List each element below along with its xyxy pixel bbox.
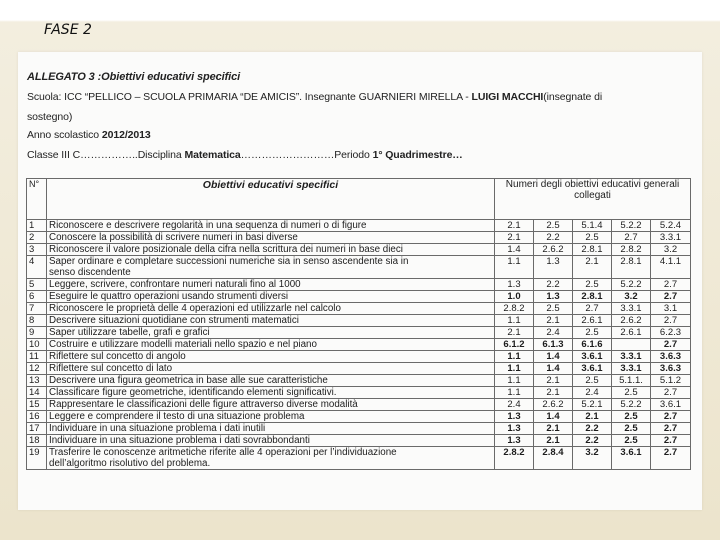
linked-code-cell: 3.3.1 (612, 363, 651, 375)
linked-code-cell: 2.7 (651, 279, 691, 291)
row-number: 10 (27, 339, 47, 351)
linked-code-cell: 2.5 (612, 423, 651, 435)
linked-code-cell: 2.2 (534, 279, 573, 291)
linked-code-cell: 1.3 (534, 256, 573, 279)
linked-code-cell: 5.2.2 (612, 279, 651, 291)
linked-code-cell: 2.7 (651, 435, 691, 447)
objective-line: Individuare in una situazione problema i dati sovrabbondanti (49, 435, 310, 446)
row-number: 4 (27, 256, 47, 279)
linked-code-cell: 1.4 (534, 351, 573, 363)
linked-code-cell: 1.3 (534, 291, 573, 303)
linked-code-cell: 1.1 (495, 351, 534, 363)
linked-code-cell: 2.6.2 (534, 244, 573, 256)
row-number: 1 (27, 220, 47, 232)
linked-code-cell: 2.5 (534, 303, 573, 315)
objective-text (47, 256, 495, 279)
linked-code-cell: 3.3.1 (612, 351, 651, 363)
objective-line-continued: senso discendente (49, 267, 131, 278)
linked-code-cell: 2.7 (651, 447, 691, 470)
table-row (27, 327, 691, 339)
linked-code-cell: 2.5 (612, 435, 651, 447)
linked-code-cell: 2.4 (495, 399, 534, 411)
linked-code-cell: 2.4 (573, 387, 612, 399)
linked-code-cell: 1.4 (495, 244, 534, 256)
school-suffix: (insegnate di (543, 91, 603, 103)
objective-text (47, 327, 495, 339)
table-row (27, 411, 691, 423)
objective-line: Classificare figure geometriche, identificando elementi significativi. (49, 387, 337, 398)
table-row (27, 399, 691, 411)
header-number: N° (27, 179, 47, 220)
table-row (27, 375, 691, 387)
linked-code-cell: 5.2.2 (612, 399, 651, 411)
objective-line: Trasferire le conoscenze aritmetiche riferite alle 4 operazioni per l’individuazione (49, 447, 397, 458)
linked-code-cell: 2.2 (573, 423, 612, 435)
linked-code-cell: 5.1.4 (573, 220, 612, 232)
scanned-document (18, 52, 702, 510)
school-year-label: Anno scolastico (27, 129, 102, 141)
class-label: Classe III C……………..Disciplina (27, 149, 185, 161)
linked-code-cell: 5.1.1. (612, 375, 651, 387)
linked-code-cell: 1.3 (495, 423, 534, 435)
linked-code-cell: 2.5 (573, 279, 612, 291)
table-row (27, 244, 691, 256)
objective-line: Descrivere situazioni quotidiane con strumenti matematici (49, 315, 299, 326)
linked-code-cell: 5.2.4 (651, 220, 691, 232)
linked-code-cell: 1.3 (495, 435, 534, 447)
school-year-line (27, 129, 151, 141)
objective-text (47, 220, 495, 232)
objective-text (47, 303, 495, 315)
objective-text (47, 387, 495, 399)
objective-line: Riflettere sul concetto di angolo (49, 351, 186, 362)
objective-line: Conoscere la possibilità di scrivere numeri in basi diverse (49, 232, 298, 243)
school-prefix: Scuola: ICC “PELLICO – SCUOLA PRIMARIA “DE AMICIS”. Insegnante GUARNIERI MIRELLA - (27, 91, 472, 103)
objective-text (47, 399, 495, 411)
linked-code-cell: 2.1 (534, 375, 573, 387)
objectives-table (26, 178, 691, 470)
teacher-name: LUIGI MACCHI (471, 91, 544, 103)
linked-code-cell (612, 339, 651, 351)
table-row (27, 339, 691, 351)
row-number: 12 (27, 363, 47, 375)
row-number: 17 (27, 423, 47, 435)
linked-code-cell: 3.6.1 (612, 447, 651, 470)
linked-code-cell: 2.7 (612, 232, 651, 244)
linked-code-cell: 2.1 (495, 232, 534, 244)
linked-code-cell: 3.6.1 (573, 351, 612, 363)
row-number: 7 (27, 303, 47, 315)
allegato-heading: ALLEGATO 3 :Obiettivi educativi specifici (27, 71, 241, 83)
linked-code-cell: 2.6.1 (612, 327, 651, 339)
linked-code-cell: 6.1.3 (534, 339, 573, 351)
school-line (27, 91, 602, 103)
objective-text (47, 232, 495, 244)
table-row (27, 423, 691, 435)
objective-line: Individuare in una situazione problema i dati inutili (49, 423, 266, 434)
linked-code-cell: 2.1 (573, 256, 612, 279)
linked-code-cell: 3.6.1 (573, 363, 612, 375)
linked-code-cell: 2.7 (651, 315, 691, 327)
row-number: 13 (27, 375, 47, 387)
table-row (27, 315, 691, 327)
objective-line: Leggere e comprendere il testo di una situazione problema (49, 411, 305, 422)
period-value: 1° Quadrimestre… (372, 149, 463, 161)
linked-code-cell: 2.5 (612, 387, 651, 399)
row-number: 9 (27, 327, 47, 339)
objective-text (47, 291, 495, 303)
linked-code-cell: 6.1.6 (573, 339, 612, 351)
linked-code-cell: 2.1 (534, 387, 573, 399)
table-row (27, 256, 691, 279)
row-number: 3 (27, 244, 47, 256)
linked-code-cell: 2.1 (534, 423, 573, 435)
objective-text (47, 411, 495, 423)
linked-code-cell: 2.6.2 (534, 399, 573, 411)
linked-code-cell: 6.2.3 (651, 327, 691, 339)
linked-code-cell: 2.8.1 (612, 256, 651, 279)
linked-code-cell: 6.1.2 (495, 339, 534, 351)
objective-line: Descrivere una figura geometrica in base alle sue caratteristiche (49, 375, 328, 386)
row-number: 16 (27, 411, 47, 423)
linked-code-cell: 3.6.3 (651, 351, 691, 363)
linked-code-cell: 2.1 (495, 327, 534, 339)
row-number: 19 (27, 447, 47, 470)
objective-line-continued: dell’algoritmo risolutivo del problema. (49, 458, 211, 469)
linked-code-cell: 2.5 (534, 220, 573, 232)
linked-code-cell: 2.8.1 (573, 244, 612, 256)
objective-line: Saper ordinare e completare successioni numeriche sia in senso ascendente sia in (49, 256, 409, 267)
linked-code-cell: 5.2.2 (612, 220, 651, 232)
table-row (27, 303, 691, 315)
header-objectives: Obiettivi educativi specifici (47, 179, 495, 220)
linked-code-cell: 1.1 (495, 256, 534, 279)
objective-text (47, 339, 495, 351)
objective-text (47, 447, 495, 470)
linked-code-cell: 3.2 (612, 291, 651, 303)
linked-code-cell: 1.1 (495, 363, 534, 375)
linked-code-cell: 4.1.1 (651, 256, 691, 279)
class-line (27, 149, 463, 161)
objective-line: Riconoscere il valore posizionale della cifra nella scrittura dei numeri in base dieci (49, 244, 403, 255)
linked-code-cell: 2.7 (573, 303, 612, 315)
linked-code-cell: 2.5 (573, 375, 612, 387)
linked-code-cell: 2.7 (651, 411, 691, 423)
table-row (27, 363, 691, 375)
table-row (27, 279, 691, 291)
linked-code-cell: 3.2 (651, 244, 691, 256)
linked-code-cell: 3.6.3 (651, 363, 691, 375)
objective-line: Rappresentare le classificazioni delle figure attraverso diverse modalità (49, 399, 358, 410)
objective-text (47, 351, 495, 363)
linked-code-cell: 2.7 (651, 291, 691, 303)
row-number: 11 (27, 351, 47, 363)
objective-line: Saper utilizzare tabelle, grafi e grafici (49, 327, 210, 338)
objective-line: Riconoscere e descrivere regolarità in una sequenza di numeri o di figure (49, 220, 367, 231)
linked-code-cell: 2.1 (573, 411, 612, 423)
linked-code-cell: 2.5 (612, 411, 651, 423)
row-number: 2 (27, 232, 47, 244)
linked-code-cell: 2.7 (651, 339, 691, 351)
school-line-2: sostegno) (27, 111, 73, 123)
linked-code-cell: 2.6.1 (573, 315, 612, 327)
objective-text (47, 363, 495, 375)
linked-code-cell: 1.1 (495, 387, 534, 399)
row-number: 6 (27, 291, 47, 303)
linked-code-cell: 5.2.1 (573, 399, 612, 411)
linked-code-cell: 5.1.2 (651, 375, 691, 387)
linked-code-cell: 1.3 (495, 411, 534, 423)
linked-code-cell: 1.4 (534, 411, 573, 423)
table-row (27, 220, 691, 232)
linked-code-cell: 2.8.2 (495, 447, 534, 470)
linked-code-cell: 2.1 (534, 315, 573, 327)
linked-code-cell: 2.5 (573, 232, 612, 244)
objective-text (47, 315, 495, 327)
linked-code-cell: 1.3 (495, 279, 534, 291)
period-label: ………………………Periodo (240, 149, 373, 161)
objective-text (47, 375, 495, 387)
objective-text (47, 423, 495, 435)
objective-line: Costruire e utilizzare modelli materiali nello spazio e nel piano (49, 339, 317, 350)
objective-text (47, 435, 495, 447)
linked-code-cell: 1.1 (495, 315, 534, 327)
objective-line: Eseguire le quattro operazioni usando strumenti diversi (49, 291, 289, 302)
row-number: 18 (27, 435, 47, 447)
table-row (27, 232, 691, 244)
objective-line: Riflettere sul concetto di lato (49, 363, 173, 374)
linked-code-cell: 3.3.1 (612, 303, 651, 315)
row-number: 8 (27, 315, 47, 327)
table-row (27, 387, 691, 399)
linked-code-cell: 2.2 (573, 435, 612, 447)
objective-line: Riconoscere le proprietà delle 4 operazioni ed utilizzarle nel calcolo (49, 303, 341, 314)
linked-code-cell: 2.1 (495, 220, 534, 232)
linked-code-cell: 2.8.4 (534, 447, 573, 470)
row-number: 5 (27, 279, 47, 291)
linked-code-cell: 2.7 (651, 387, 691, 399)
objective-line: Leggere, scrivere, confrontare numeri naturali fino al 1000 (49, 279, 301, 290)
objective-text (47, 279, 495, 291)
linked-code-cell: 3.1 (651, 303, 691, 315)
linked-code-cell: 2.8.2 (612, 244, 651, 256)
objectives-table-body (27, 220, 691, 470)
slide-title: FASE 2 (44, 22, 92, 38)
table-row (27, 291, 691, 303)
table-row (27, 435, 691, 447)
linked-code-cell: 2.6.2 (612, 315, 651, 327)
linked-code-cell: 2.2 (534, 232, 573, 244)
row-number: 15 (27, 399, 47, 411)
linked-code-cell: 2.4 (534, 327, 573, 339)
linked-code-cell: 3.2 (573, 447, 612, 470)
linked-code-cell: 1.4 (534, 363, 573, 375)
header-linked-codes: Numeri degli obiettivi educativi generali collegati (495, 179, 691, 220)
row-number: 14 (27, 387, 47, 399)
table-row (27, 351, 691, 363)
school-year-value: 2012/2013 (101, 129, 151, 141)
linked-code-cell: 2.8.2 (495, 303, 534, 315)
table-row (27, 447, 691, 470)
objective-text (47, 244, 495, 256)
linked-code-cell: 2.1 (534, 435, 573, 447)
linked-code-cell: 3.3.1 (651, 232, 691, 244)
linked-code-cell: 2.7 (651, 423, 691, 435)
linked-code-cell: 1.0 (495, 291, 534, 303)
discipline-value: Matematica (184, 149, 241, 161)
linked-code-cell: 2.8.1 (573, 291, 612, 303)
linked-code-cell: 3.6.1 (651, 399, 691, 411)
linked-code-cell: 2.5 (573, 327, 612, 339)
linked-code-cell: 1.1 (495, 375, 534, 387)
